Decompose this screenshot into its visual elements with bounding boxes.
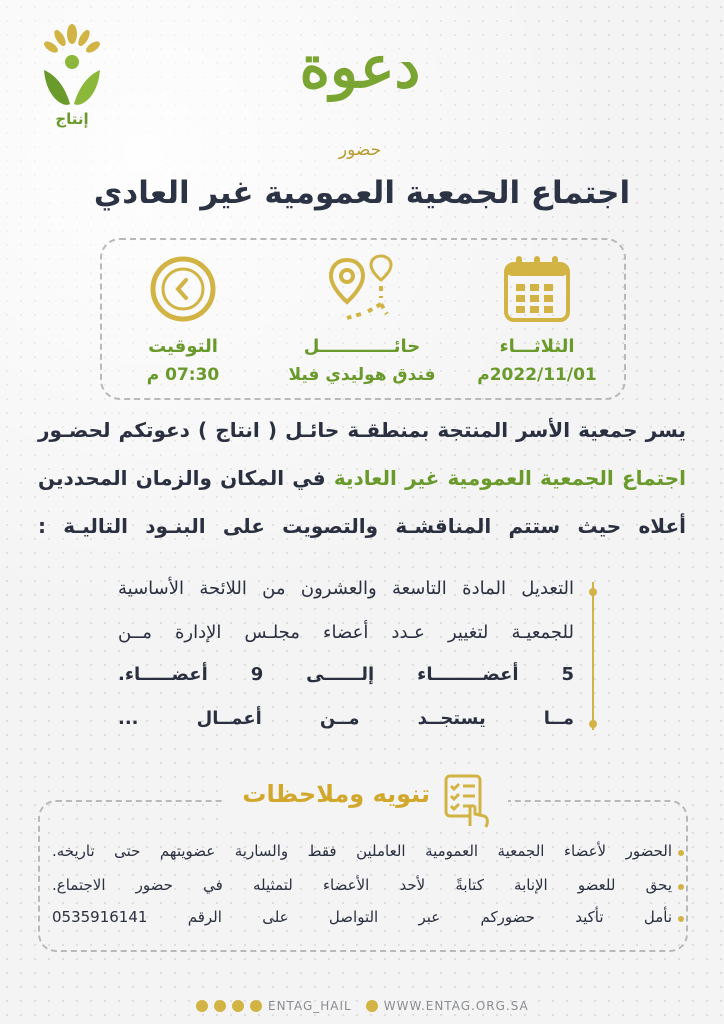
logo-text: إنتاج — [55, 110, 89, 128]
note-item: نأمل تأكيد حضوركم عبر التواصل على الرقم 0535916141 — [52, 908, 672, 926]
agenda-item: للجمعيـة لتغيير عـدد أعضاء مجلـس الإدارة مــن — [118, 622, 574, 643]
globe-icon — [366, 1000, 378, 1012]
calendar-icon — [502, 254, 572, 324]
intro-line-1: يسر جمعية الأسر المنتجة بمنطقـة حائـل ( انتاج ) دعوتكم لحضـور — [38, 418, 686, 442]
location-icon — [327, 254, 397, 324]
clock-icon — [148, 254, 218, 324]
intro-highlight: اجتماع الجمعية العمومية غير العادية — [333, 466, 686, 490]
instagram-icon[interactable] — [196, 1000, 208, 1012]
agenda-divider — [592, 582, 594, 730]
agenda-bullet — [589, 588, 597, 596]
location-value: فندق هوليدي فيلا — [288, 365, 436, 385]
whatsapp-icon[interactable] — [250, 1000, 262, 1012]
agenda-item: مــا يستجــد مــن أعمــال ... — [118, 708, 574, 729]
snapchat-icon[interactable] — [214, 1000, 226, 1012]
location-label: حائــــــــــــل — [303, 336, 421, 357]
intro-line-3: أعلاه حيث ستتم المناقشـة والتصويت على البنـود التاليـة : — [38, 514, 686, 538]
agenda-item: التعديل المادة التاسعة والعشرون من اللائحة الأساسية — [118, 578, 574, 599]
page-title: اجتماع الجمعية العمومية غير العادي — [93, 175, 631, 211]
location-block — [287, 254, 437, 385]
time-value: 07:30 م — [146, 365, 220, 385]
note-item: يحق للعضو الإنابة كتابةً لأحد الأعضاء لتمثيله في حضور الاجتماع. — [52, 876, 672, 894]
agenda-item: 5 أعضــــــــاء إلــــــى 9 أعضـــــاء. — [118, 664, 574, 685]
footer — [196, 996, 536, 1016]
intro-line-2 — [38, 466, 686, 490]
twitter-icon[interactable] — [232, 1000, 244, 1012]
time-label: التوقيت — [148, 336, 218, 357]
website-link[interactable]: WWW.ENTAG.ORG.SA — [383, 999, 529, 1013]
invitation-headline: دعوة — [299, 33, 421, 101]
agenda-bullet — [589, 720, 597, 728]
invitation-subheadline: حضور — [338, 140, 382, 160]
date-block — [462, 254, 612, 385]
notes-title: تنويه وملاحظات — [242, 780, 430, 808]
date-label: الثلاثـــاء — [499, 336, 575, 357]
social-handle[interactable]: ENTAG_HAIL — [268, 999, 352, 1013]
time-block — [108, 254, 258, 385]
intro-line-2-rest: في المكان والزمان المحددين — [38, 466, 334, 490]
checklist-icon — [440, 774, 490, 828]
date-value: 2022/11/01م — [477, 365, 597, 385]
note-item: الحضور لأعضاء الجمعية العمومية العاملين فقط والسارية عضويتهم حتى تاريخه. — [52, 842, 672, 860]
